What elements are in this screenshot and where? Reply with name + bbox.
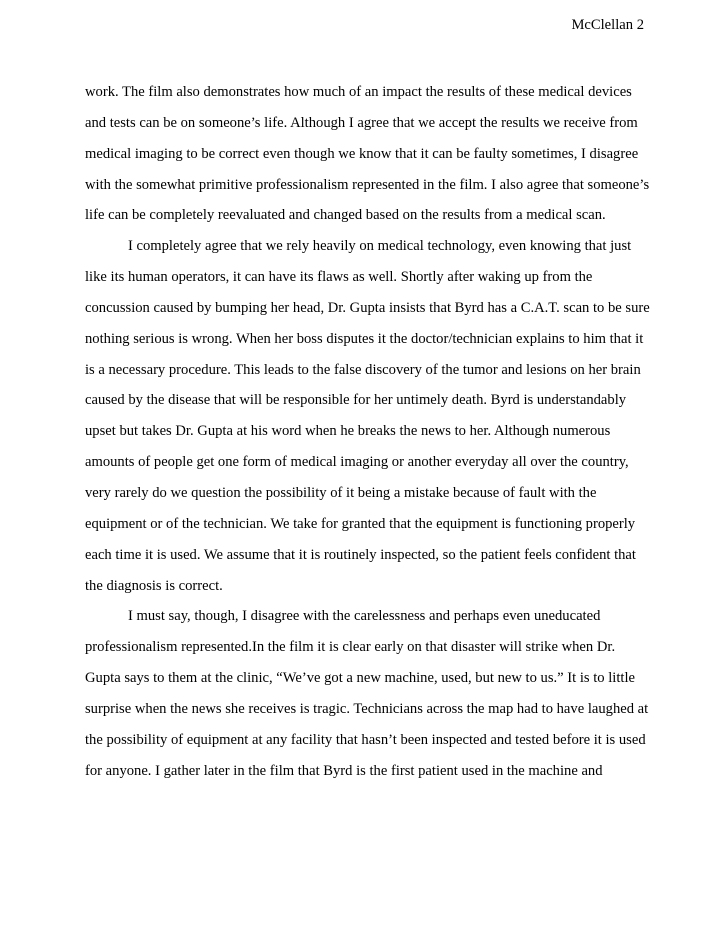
text-line: with the somewhat primitive professionalism represented in the film. I also agree that someone’s [85, 176, 650, 193]
text-line: amounts of people get one form of medical imaging or another everyday all over the country, [85, 454, 629, 471]
text-line: concussion caused by bumping her head, Dr. Gupta insists that Byrd has a C.A.T. scan to be sure [85, 299, 650, 316]
text-line: is a necessary procedure. This leads to the false discovery of the tumor and lesions on her brain [85, 361, 641, 378]
text-line: I must say, though, I disagree with the carelessness and perhaps even uneducated [128, 608, 601, 625]
text-line: life can be completely reevaluated and changed based on the results from a medical scan. [85, 207, 606, 224]
text-line: professionalism represented.In the film it is clear early on that disaster will strike when Dr. [85, 639, 616, 656]
text-line: I completely agree that we rely heavily on medical technology, even knowing that just [128, 238, 632, 255]
text-line: very rarely do we question the possibility of it being a mistake because of fault with the [85, 484, 597, 501]
text-line: nothing serious is wrong. When her boss disputes it the doctor/technician explains to him that it [85, 330, 644, 347]
text-line: Gupta says to them at the clinic, “We’ve got a new machine, used, but new to us.” It is to little [85, 670, 636, 687]
text-line: equipment or of the technician. We take for granted that the equipment is functioning properly [85, 515, 636, 532]
text-line: surprise when the news she receives is tragic. Technicians across the map had to have laughed at [85, 700, 649, 717]
text-line: for anyone. I gather later in the film that Byrd is the first patient used in the machine and [85, 762, 603, 779]
text-line: each time it is used. We assume that it is routinely inspected, so the patient feels confident that [85, 546, 636, 563]
running-head: McClellan 2 [571, 17, 644, 33]
text-line: work. The film also demonstrates how much of an impact the results of these medical devices [85, 84, 632, 100]
body-text [85, 82, 650, 791]
text-line: the possibility of equipment at any facility that hasn’t been inspected and tested before it is used [85, 731, 646, 748]
text-line: like its human operators, it can have its flaws as well. Shortly after waking up from the [85, 269, 593, 286]
text-line: upset but takes Dr. Gupta at his word when he breaks the news to her. Although numerous [85, 423, 611, 440]
text-line: caused by the disease that will be responsible for her untimely death. Byrd is understandably [85, 392, 627, 409]
text-line: the diagnosis is correct. [85, 577, 223, 594]
text-line: and tests can be on someone’s life. Although I agree that we accept the results we receive from [85, 114, 638, 131]
text-line: medical imaging to be correct even though we know that it can be faulty sometimes, I disagree [85, 145, 639, 162]
